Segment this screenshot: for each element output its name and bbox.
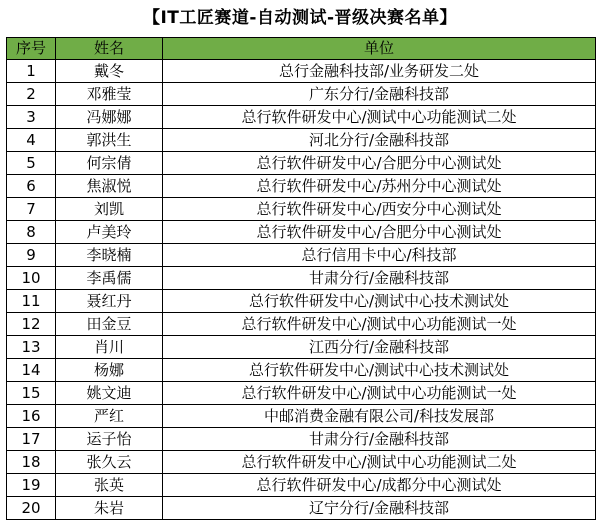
cell-serial-number: 14 (7, 359, 56, 382)
cell-name: 焦淑悦 (56, 175, 163, 198)
cell-serial-number: 1 (7, 60, 56, 83)
cell-serial-number: 8 (7, 221, 56, 244)
table-row (7, 267, 596, 290)
cell-serial-number: 15 (7, 382, 56, 405)
cell-serial-number: 20 (7, 497, 56, 520)
cell-serial-number: 19 (7, 474, 56, 497)
table-row (7, 497, 596, 520)
cell-unit: 总行软件研发中心/合肥分中心测试处 (163, 221, 596, 244)
cell-unit: 总行软件研发中心/测试中心技术测试处 (163, 359, 596, 382)
table-row (7, 313, 596, 336)
cell-name: 何宗倩 (56, 152, 163, 175)
cell-name: 聂红丹 (56, 290, 163, 313)
header-serial-number: 序号 (7, 38, 56, 60)
cell-unit: 总行软件研发中心/西安分中心测试处 (163, 198, 596, 221)
header-row (7, 38, 596, 60)
table-row (7, 175, 596, 198)
table-row (7, 60, 596, 83)
cell-unit: 江西分行/金融科技部 (163, 336, 596, 359)
table-row (7, 428, 596, 451)
cell-serial-number: 9 (7, 244, 56, 267)
cell-name: 运子怡 (56, 428, 163, 451)
cell-name: 郭洪生 (56, 129, 163, 152)
cell-serial-number: 16 (7, 405, 56, 428)
cell-name: 刘凯 (56, 198, 163, 221)
cell-serial-number: 12 (7, 313, 56, 336)
cell-unit: 总行软件研发中心/成都分中心测试处 (163, 474, 596, 497)
table-row (7, 152, 596, 175)
cell-name: 冯娜娜 (56, 106, 163, 129)
cell-name: 田金豆 (56, 313, 163, 336)
cell-name: 张英 (56, 474, 163, 497)
cell-unit: 总行金融科技部/业务研发二处 (163, 60, 596, 83)
cell-name: 邓雅莹 (56, 83, 163, 106)
table-row (7, 382, 596, 405)
cell-name: 李晓楠 (56, 244, 163, 267)
table-row (7, 336, 596, 359)
table-row (7, 474, 596, 497)
cell-unit: 总行信用卡中心/科技部 (163, 244, 596, 267)
cell-serial-number: 3 (7, 106, 56, 129)
table-body (7, 60, 596, 520)
cell-serial-number: 13 (7, 336, 56, 359)
cell-serial-number: 10 (7, 267, 56, 290)
cell-unit: 广东分行/金融科技部 (163, 83, 596, 106)
cell-name: 杨娜 (56, 359, 163, 382)
cell-unit: 总行软件研发中心/合肥分中心测试处 (163, 152, 596, 175)
cell-name: 张久云 (56, 451, 163, 474)
table-row (7, 129, 596, 152)
cell-unit: 总行软件研发中心/测试中心功能测试一处 (163, 382, 596, 405)
table-row (7, 451, 596, 474)
finalist-table (6, 37, 596, 520)
cell-unit: 总行软件研发中心/测试中心功能测试二处 (163, 106, 596, 129)
table-row (7, 359, 596, 382)
cell-name: 卢美玲 (56, 221, 163, 244)
cell-unit: 河北分行/金融科技部 (163, 129, 596, 152)
cell-serial-number: 5 (7, 152, 56, 175)
table-row (7, 198, 596, 221)
table-row (7, 83, 596, 106)
header-unit: 单位 (163, 38, 596, 60)
cell-unit: 辽宁分行/金融科技部 (163, 497, 596, 520)
page-title: 【IT工匠赛道-自动测试-晋级决赛名单】 (142, 8, 458, 28)
cell-name: 姚文迪 (56, 382, 163, 405)
cell-unit: 总行软件研发中心/测试中心技术测试处 (163, 290, 596, 313)
cell-serial-number: 2 (7, 83, 56, 106)
cell-serial-number: 4 (7, 129, 56, 152)
cell-name: 严红 (56, 405, 163, 428)
table-row (7, 290, 596, 313)
cell-serial-number: 17 (7, 428, 56, 451)
table-row (7, 221, 596, 244)
table-row (7, 106, 596, 129)
cell-name: 肖川 (56, 336, 163, 359)
header-name: 姓名 (56, 38, 163, 60)
cell-serial-number: 6 (7, 175, 56, 198)
cell-unit: 甘肃分行/金融科技部 (163, 267, 596, 290)
cell-unit: 中邮消费金融有限公司/科技发展部 (163, 405, 596, 428)
table-row (7, 405, 596, 428)
table-row (7, 244, 596, 267)
cell-serial-number: 11 (7, 290, 56, 313)
cell-unit: 甘肃分行/金融科技部 (163, 428, 596, 451)
cell-serial-number: 7 (7, 198, 56, 221)
cell-name: 朱岩 (56, 497, 163, 520)
cell-unit: 总行软件研发中心/苏州分中心测试处 (163, 175, 596, 198)
cell-name: 李禹儒 (56, 267, 163, 290)
cell-unit: 总行软件研发中心/测试中心功能测试一处 (163, 313, 596, 336)
cell-name: 戴冬 (56, 60, 163, 83)
cell-unit: 总行软件研发中心/测试中心功能测试二处 (163, 451, 596, 474)
table-header (7, 38, 596, 60)
cell-serial-number: 18 (7, 451, 56, 474)
